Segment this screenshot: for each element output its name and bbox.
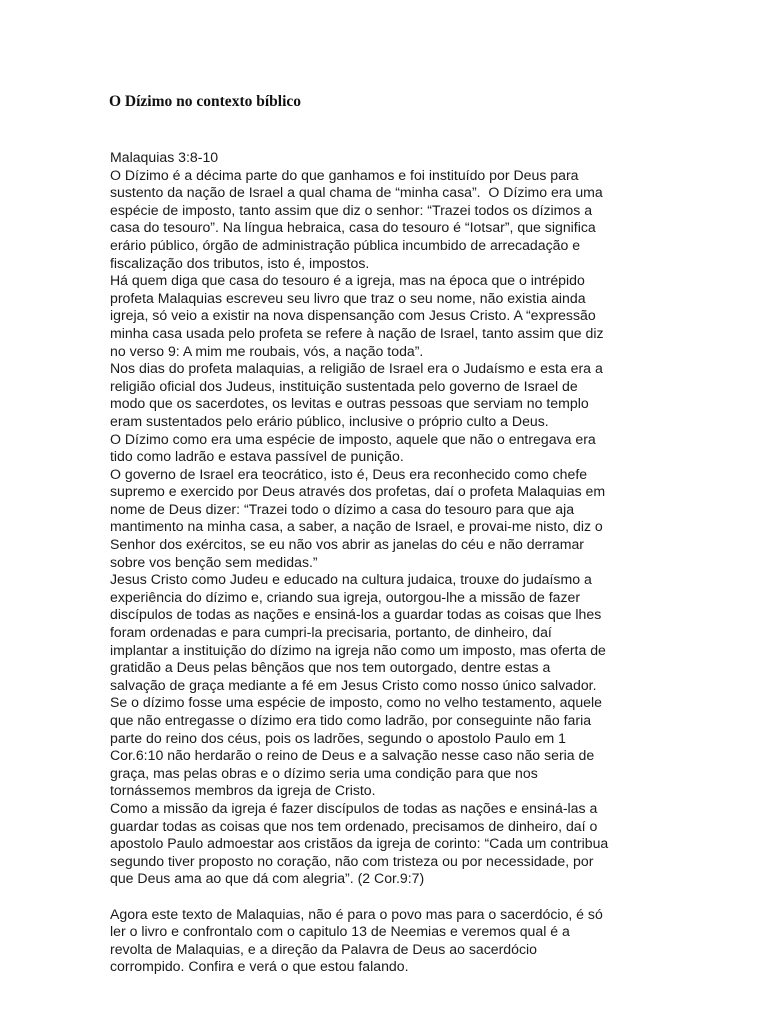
body-text-line: fiscalização dos tributos, isto é, impostos. (110, 254, 370, 271)
body-text-line: profeta Malaquias escreveu seu livro que traz o seu nome, não existia ainda (110, 289, 586, 306)
body-text-line: erário público, órgão de administração pública incumbido de arrecadação e (110, 236, 581, 253)
body-text-line: salvação de graça mediante a fé em Jesus Cristo como nosso único salvador. (110, 676, 597, 693)
body-text-line: parte do reino dos céus, pois os ladrões, segundo o apostolo Paulo em 1 (110, 729, 566, 746)
body-text-line: Há quem diga que casa do tesouro é a igreja, mas na época que o intrépido (110, 272, 585, 289)
body-text-line: revolta de Malaquias, e a direção da Palavra de Deus ao sacerdócio (110, 940, 537, 957)
body-text-line: modo que os sacerdotes, os levitas e outras pessoas que serviam no templo (110, 395, 589, 412)
body-text-line: que Deus ama ao que dá com alegria”. (2 Cor.9:7) (110, 870, 425, 887)
body-text-line: minha casa usada pelo profeta se refere à nação de Israel, tanto assim que diz (110, 324, 604, 341)
body-text-line: Senhor dos exércitos, se eu não vos abrir as janelas do céu e não derramar (110, 536, 584, 553)
body-text-line: guardar todas as coisas que nos tem ordenado, precisamos de dinheiro, daí o (110, 817, 598, 834)
body-text-line: Cor.6:10 não herdarão o reino de Deus e a salvação nesse caso não seria de (110, 747, 595, 764)
body-text-line: casa do tesouro”. Na língua hebraica, casa do tesouro é “Iotsar”, que significa (110, 219, 596, 236)
body-text-line: tido como ladrão e estava passível de punição. (110, 448, 404, 465)
body-text-line: segundo tiver proposto no coração, não com tristeza ou por necessidade, por (110, 852, 594, 869)
body-text-line: apostolo Paulo admoestar aos cristãos da igreja de corinto: “Cada um contribua (110, 835, 609, 852)
body-text-line: discípulos de todas as nações e ensiná-los a guardar todas as coisas que lhes (110, 606, 602, 623)
paragraph-spacer (110, 888, 670, 906)
body-text-line: experiência do dízimo e, criando sua igreja, outorgou-lhe a missão de fazer (110, 588, 581, 605)
body-text-line: tornássemos membros da igreja de Cristo. (110, 782, 376, 799)
body-text-line: mantimento na minha casa, a saber, a nação de Israel, e provai-me nisto, diz o (110, 518, 603, 535)
body-text-line: religião oficial dos Judeus, instituição sustentada pelo governo de Israel de (110, 377, 578, 394)
body-text-line: graça, mas pelas obras e o dízimo seria uma condição para que nos (110, 764, 538, 781)
body-text-line: O governo de Israel era teocrático, isto é, Deus era reconhecido como chefe (110, 465, 588, 482)
body-text-line: sustento da nação de Israel a qual chama de “minha casa”. O Dízimo era uma (110, 184, 603, 201)
body-text-line: espécie de imposto, tanto assim que diz o senhor: “Trazei todos os dízimos a (110, 201, 593, 218)
body-text-line: eram sustentados pelo erário público, inclusive o próprio culto a Deus. (110, 412, 549, 429)
body-text-line: Malaquias 3:8-10 (110, 149, 219, 165)
body-text-line: Nos dias do profeta malaquias, a religião de Israel era o Judaísmo e esta era a (110, 360, 603, 377)
body-text-line: Agora este texto de Malaquias, não é para o povo mas para o sacerdócio, é só (110, 905, 603, 922)
body-text-line: Como a missão da igreja é fazer discípulos de todas as nações e ensiná-las a (110, 799, 598, 816)
body-text-line: igreja, só veio a existir na nova dispensanção com Jesus Cristo. A “expressão (110, 307, 596, 324)
body-text-line: corrompido. Confira e verá o que estou falando. (110, 958, 409, 975)
body-text-line: foram ordenadas e para cumpri-la precisaria, portanto, de dinheiro, daí (110, 624, 552, 641)
document-body (110, 149, 670, 976)
body-text-line: Jesus Cristo como Judeu e educado na cultura judaica, trouxe do judaísmo a (110, 571, 592, 588)
body-text-line: no verso 9: A mim me roubais, vós, a nação toda”. (110, 342, 424, 359)
document-title: O Dízimo no contexto bíblico (109, 93, 302, 110)
body-text-line: gratidão a Deus pelas bênçãos que nos tem outorgado, dentre estas a (110, 659, 551, 676)
body-text-line: sobre vos benção sem medidas.” (110, 553, 318, 570)
body-text-line: O Dízimo como era uma espécie de imposto, aquele que não o entregava era (110, 430, 596, 447)
body-text-line: supremo e exercido por Deus através dos profetas, daí o profeta Malaquias em (110, 483, 606, 500)
body-text-line: ler o livro e confrontalo com o capitulo 13 de Neemias e veremos qual é a (110, 923, 570, 940)
body-text-line: que não entregasse o dízimo era tido como ladrão, por conseguinte não faria (110, 712, 592, 728)
body-text-line: Se o dízimo fosse uma espécie de imposto, como no velho testamento, aquele (110, 694, 602, 711)
body-text-line: implantar a instituição do dízimo na igreja não como um imposto, mas oferta de (110, 641, 606, 658)
body-text-line: nome de Deus dizer: “Trazei todo o dízimo a casa do tesouro para que aja (110, 500, 575, 517)
body-text-line: O Dízimo é a décima parte do que ganhamos e foi instituído por Deus para (110, 166, 579, 183)
